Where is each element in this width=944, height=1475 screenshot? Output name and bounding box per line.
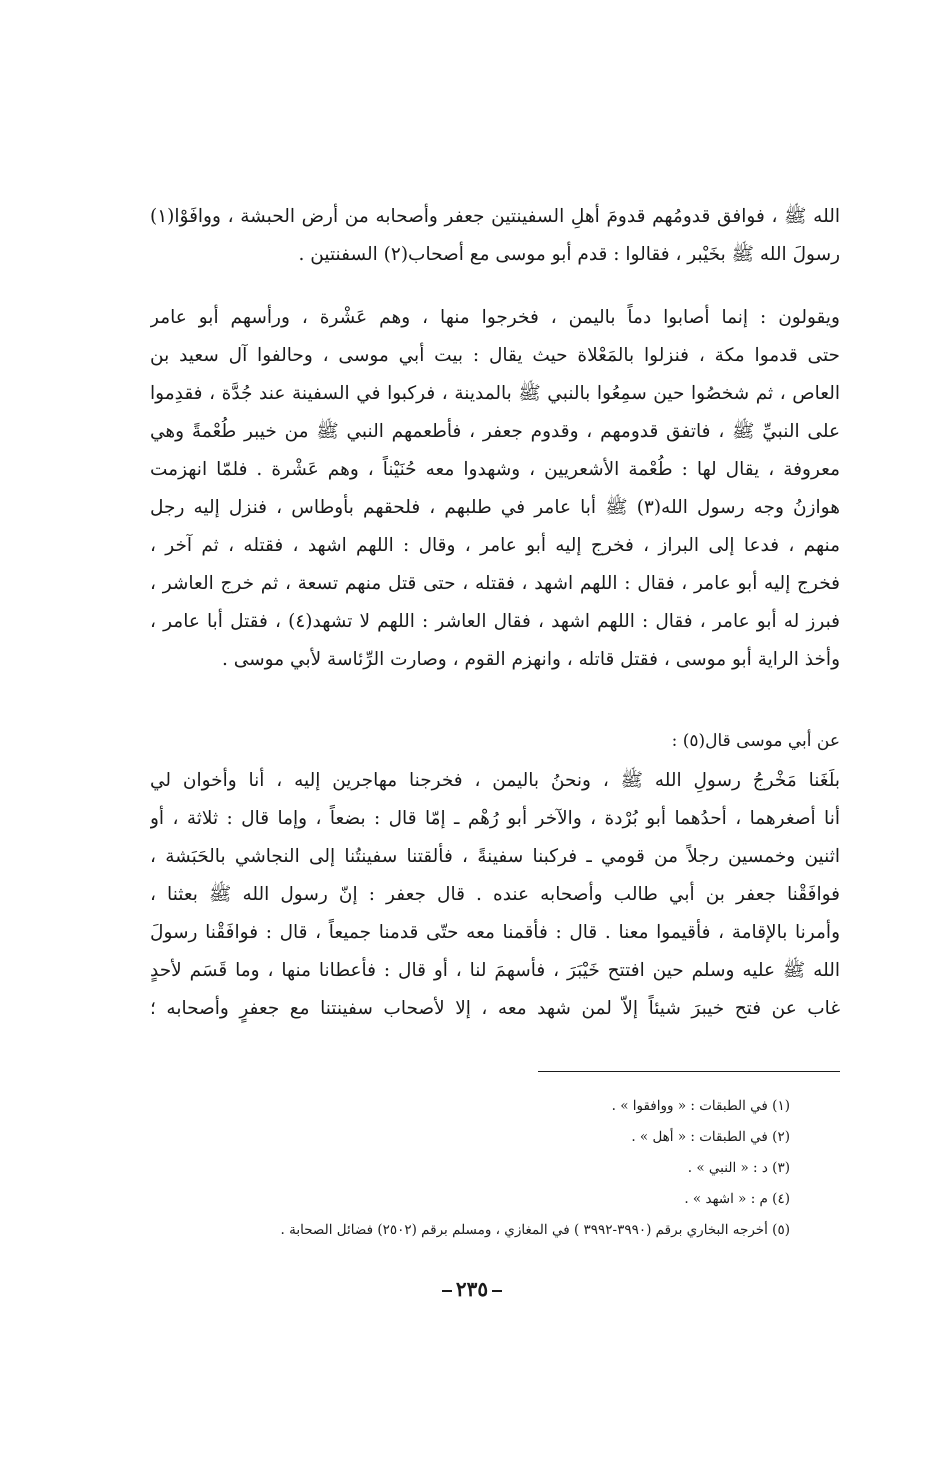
footnote-divider: [538, 1071, 840, 1072]
paragraph-2-line: منهم ، فدعا إلى البراز ، فخرج إليه أبو عامر ، وقال : اللهم اشهد ، فقتله ، ثم آخر ،: [150, 535, 840, 556]
footnote: (١) في الطبقات : « ووافقوا » .: [611, 1098, 790, 1114]
paragraph-2: [150, 299, 840, 679]
paragraph-3-line: أنا أصغرهما ، أحدُهما أبو بُرْدة ، والآخر أبو رُهْم ـ إمّا قال : بضعاً ، وإما قال : ثلاثة ، أو: [150, 808, 840, 829]
paragraph-2-line: على النبيِّ ﷺ ، فاتفق قدومهم ، وقدوم جعفر ، فأطعمهم النبي ﷺ من خيبر طُعْمةً وهي: [150, 421, 840, 442]
footnote: (٤) م : « اشهد » .: [684, 1191, 790, 1207]
footnote: (٥) أخرجه البخاري برقم (٣٩٩٠-٣٩٩٢ ) في المغازي ، ومسلم برقم (٢٥٠٢) فضائل الصحابة .: [280, 1222, 790, 1238]
paragraph-3-line: غاب عن فتح خيبرَ شيئاً إلاّ لمن شهد معه ، إلا لأصحاب سفينتنا مع جعفرٍ وأصحابه ؛: [150, 998, 840, 1019]
paragraph-2-line: معروفة ، يقال لها : طُعْمة الأشعريين ، وشهدوا معه حُنَيْناً ، وهم عَشْرة . فلمّا انهزمت: [150, 459, 840, 480]
paragraph-3-line: بلَغَنا مَخْرجُ رسولِ الله ﷺ ، ونحنُ باليمن ، فخرجنا مهاجرين إليه ، أنا وأخوان لي: [150, 770, 840, 791]
paragraph-2-line: العاص ، ثم شخصُوا حين سمِعُوا بالنبي ﷺ بالمدينة ، فركبوا في السفينة عند جُدَّة ، فقدِموا: [150, 383, 840, 404]
paragraph-2-line: ويقولون : إنما أصابوا دماً باليمن ، فخرجوا منها ، وهم عَشْرة ، ورأسهم أبو عامر: [150, 307, 840, 328]
page-number-dash: [492, 1290, 502, 1292]
page-number-text: ٢٣٥: [455, 1277, 489, 1301]
paragraph-2-line: وأخذ الراية أبو موسى ، فقتل قاتله ، وانهزم القوم ، وصارت الرِّئاسة لأبي موسى .: [222, 649, 840, 670]
page-number-dash: [442, 1290, 452, 1292]
paragraph-1-line: رسولَ الله ﷺ بخَيْبر ، فقالوا : قدم أبو موسى مع أصحاب(٢) السفنتين .: [298, 244, 840, 265]
narration-heading-text: عن أبي موسى قال(٥) :: [671, 731, 840, 751]
paragraph-3-line: فوافَقْنا جعفر بن أبي طالب وأصحابه عنده . قال جعفر : إنّ رسول الله ﷺ بعثنا ،: [150, 884, 840, 905]
paragraph-3-line: الله ﷺ عليه وسلم حين افتتح خَيْبَرَ ، فأسهمَ لنا ، أو قال : فأعطانا منها ، وما قَسَم لأحدٍ: [150, 960, 840, 981]
paragraph-1: [150, 198, 840, 274]
paragraph-1-line: الله ﷺ ، فوافق قدومُهم قدومَ أهلِ السفينتين جعفر وأصحابه من أرض الحبشة ، ووافَوْا(١): [150, 206, 840, 227]
paragraph-2-line: هوازنُ وجه رسول الله(٣) ﷺ أبا عامر في طلبهم ، فلحقهم بأوطاس ، فنزل إليه رجل: [150, 497, 840, 518]
paragraph-3: [150, 762, 840, 1028]
page-number: [400, 1277, 544, 1301]
footnotes: [200, 1091, 790, 1246]
narration-heading: [150, 722, 840, 760]
footnote: (٢) في الطبقات : « أهل » .: [631, 1129, 790, 1145]
paragraph-3-line: اثنين وخمسين رجلاً من قومي ـ فركبنا سفينةً ، فألقتنا سفينتُنا إلى النجاشي بالحَبَشة ،: [150, 846, 840, 867]
paragraph-2-line: حتى قدموا مكة ، فنزلوا بالمَعْلاة حيث يقال : بيت أبي موسى ، وحالفوا آل سعيد بن: [150, 345, 840, 366]
paragraph-2-line: فخرج إليه أبو عامر ، فقال : اللهم اشهد ، فقتله ، حتى قتل منهم تسعة ، ثم خرج العاشر ،: [150, 573, 840, 594]
footnote: (٣) د : « النبي » .: [687, 1160, 790, 1176]
paragraph-2-line: فبرز له أبو عامر ، فقال : اللهم اشهد ، فقال العاشر : اللهم لا تشهد(٤) ، فقتل أبا عامر ،: [150, 611, 840, 632]
paragraph-3-line: وأمرنا بالإقامة ، فأقيموا معنا . قال : فأقمنا معه حتّى قدمنا جميعاً ، قال : فوافَقْنا رسولَ: [150, 922, 840, 943]
